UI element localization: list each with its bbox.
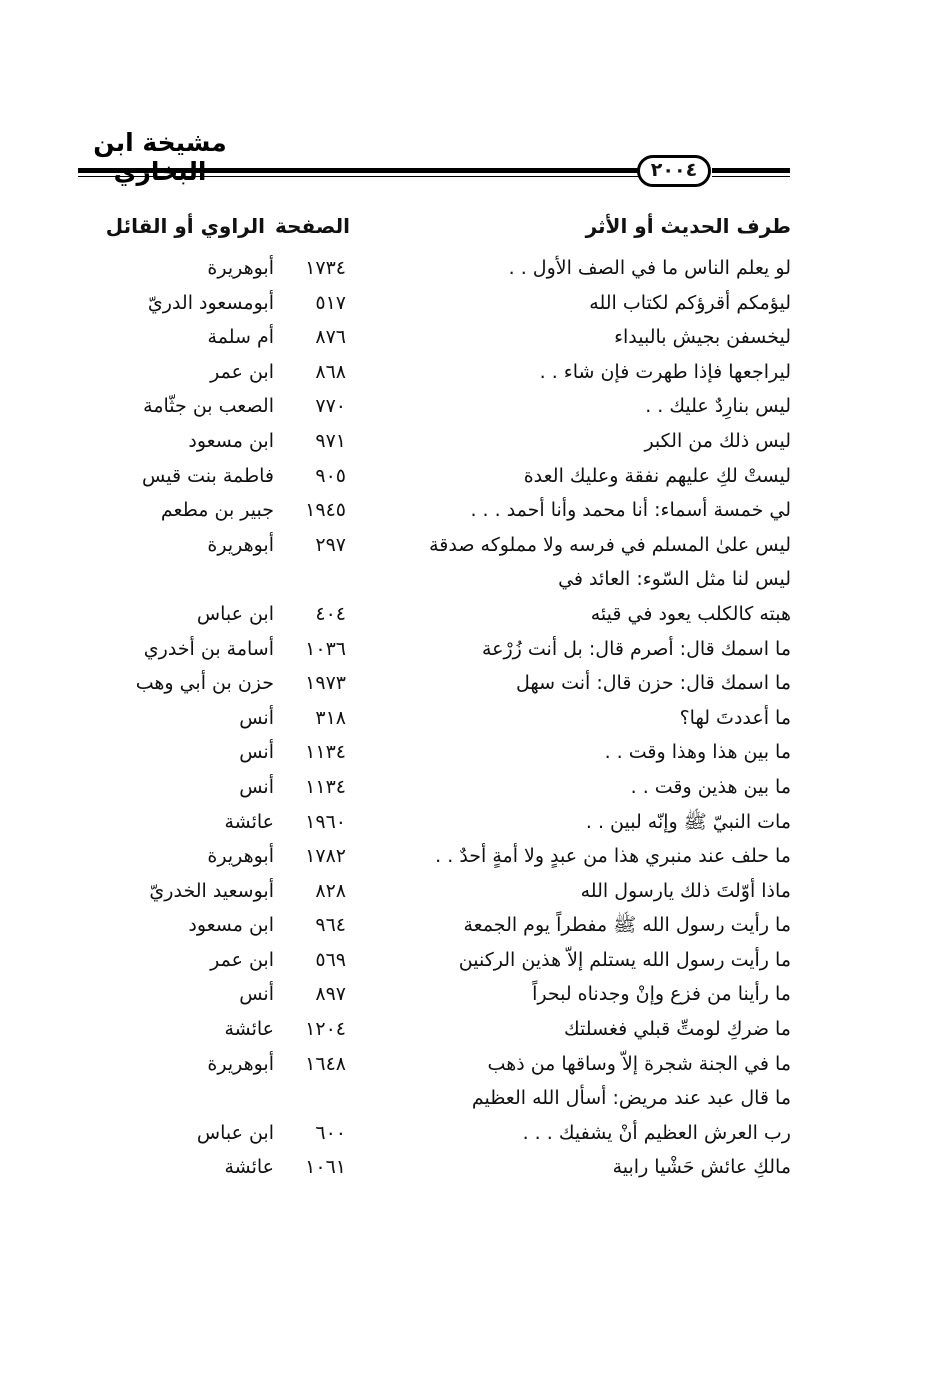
book-title: مشيخة ابن bbox=[93, 128, 227, 157]
page-ref: ١٠٦١ bbox=[305, 1156, 346, 1179]
table-row bbox=[0, 875, 949, 910]
narrator-name: جبير بن مطعم bbox=[160, 499, 274, 522]
header-rule-right-thin bbox=[712, 176, 790, 177]
hadith-text: ما رأيت رسول الله ﷺ مفطراً يوم الجمعة bbox=[463, 914, 791, 937]
page-ref: ١٦٤٨ bbox=[305, 1052, 346, 1075]
narrator-name: عائشة bbox=[224, 1018, 274, 1041]
narrator-name: أبوهريرة bbox=[207, 533, 274, 556]
page-number-badge: ٢٠٠٤ bbox=[637, 155, 711, 187]
narrator-name: ابن عمر bbox=[210, 360, 274, 383]
header-rule-thin bbox=[78, 176, 638, 177]
narrator-name: عائشة bbox=[224, 1156, 274, 1179]
page-ref: ١٩٦٠ bbox=[305, 810, 346, 833]
narrator-name: ابن عمر bbox=[210, 948, 274, 971]
page-ref: ١٩٧٣ bbox=[305, 672, 346, 695]
column-header-narrator: الراوي أو القائل bbox=[105, 214, 265, 238]
hadith-text: ما أعددتَ لها؟ bbox=[679, 706, 791, 729]
table-row bbox=[0, 529, 949, 564]
hadith-text: ليس لنا مثل السّوء: العائد في bbox=[558, 568, 791, 591]
hadith-text: ليؤمكم أقرؤكم لكتاب الله bbox=[589, 291, 791, 314]
table-row bbox=[0, 909, 949, 944]
page-ref: ٥١٧ bbox=[315, 291, 346, 314]
hadith-text: ما حلف عند منبري هذا من عبدٍ ولا أمةٍ أحدٌ . . bbox=[435, 845, 791, 868]
narrator-name: أبومسعود الدريّ bbox=[147, 291, 274, 314]
narrator-name: الصعب بن جثّامة bbox=[143, 395, 274, 418]
hadith-text: هبته كالكلب يعود في قيئه bbox=[590, 602, 791, 625]
table-row bbox=[0, 1013, 949, 1048]
table-row bbox=[0, 667, 949, 702]
page-ref: ٩٧١ bbox=[315, 429, 346, 452]
page-ref: ٨٢٨ bbox=[315, 879, 346, 902]
hadith-text: ماذا أوّلتَ ذلك يارسول الله bbox=[580, 879, 791, 902]
column-header-page: الصفحة bbox=[274, 214, 350, 238]
narrator-name: أسامة بن أخدري bbox=[143, 637, 274, 660]
page-ref: ٨٦٨ bbox=[315, 360, 346, 383]
table-row bbox=[0, 321, 949, 356]
table-row bbox=[0, 840, 949, 875]
hadith-text: ما اسمك قال: أصرم قال: بل أنت زُرْعة bbox=[481, 637, 791, 660]
table-row bbox=[0, 771, 949, 806]
table-row bbox=[0, 736, 949, 771]
hadith-text: ما قال عبد عند مريض: أسأل الله العظيم bbox=[471, 1087, 791, 1110]
narrator-name: أنس bbox=[239, 706, 274, 729]
page-ref: ٩٦٤ bbox=[315, 914, 346, 937]
table-row bbox=[0, 1082, 949, 1117]
page-ref: ١١٣٤ bbox=[305, 775, 346, 798]
page-ref: ١٩٤٥ bbox=[305, 499, 346, 522]
narrator-name: ابن مسعود bbox=[188, 914, 274, 937]
hadith-text: ليس ذلك من الكبر bbox=[644, 429, 791, 452]
header-rule bbox=[78, 168, 638, 173]
table-row bbox=[0, 563, 949, 598]
index-table bbox=[0, 252, 949, 1186]
hadith-text: ما ضركِ لومتِّ قبلي فغسلتك bbox=[563, 1018, 791, 1041]
narrator-name: ابن عباس bbox=[196, 602, 274, 625]
narrator-name: أنس bbox=[239, 741, 274, 764]
table-row bbox=[0, 252, 949, 287]
table-row bbox=[0, 978, 949, 1013]
narrator-name: ابن مسعود bbox=[188, 429, 274, 452]
table-row bbox=[0, 1151, 949, 1186]
column-header-hadith: طرف الحديث أو الأثر bbox=[585, 214, 791, 238]
narrator-name: أبوهريرة bbox=[207, 257, 274, 279]
header-rule-right bbox=[712, 168, 790, 173]
page-ref: ١٢٠٤ bbox=[305, 1018, 346, 1041]
table-row bbox=[0, 633, 949, 668]
hadith-text: ليس بنارِدٌ عليك . . bbox=[645, 395, 791, 418]
hadith-text: ما بين هذا وهذا وقت . . bbox=[604, 741, 791, 764]
table-row bbox=[0, 390, 949, 425]
table-row bbox=[0, 460, 949, 495]
narrator-name: حزن بن أبي وهب bbox=[135, 672, 274, 695]
page-ref: ١٠٣٦ bbox=[305, 637, 346, 660]
page-ref: ٨٩٧ bbox=[315, 983, 346, 1006]
hadith-text: ما بين هذين وقت . . bbox=[630, 775, 791, 798]
hadith-text: رب العرش العظيم أنْ يشفيك . . . bbox=[522, 1121, 791, 1144]
hadith-text: ليس علىٰ المسلم في فرسه ولا مملوكه صدقة bbox=[429, 533, 791, 556]
table-row bbox=[0, 494, 949, 529]
page-ref: ٦٠٠ bbox=[315, 1121, 346, 1144]
page-ref: ٣١٨ bbox=[315, 706, 346, 729]
hadith-text: مالكِ عائش حَشْيا رابية bbox=[612, 1156, 791, 1179]
table-row bbox=[0, 356, 949, 391]
hadith-text: مات النبيّ ﷺ وإنّه لبين . . bbox=[585, 810, 791, 833]
hadith-text: ليستْ لكِ عليهم نفقة وعليك العدة bbox=[523, 464, 791, 487]
narrator-name: عائشة bbox=[224, 810, 274, 833]
narrator-name: أم سلمة bbox=[207, 326, 274, 349]
hadith-text: ما اسمك قال: حزن قال: أنت سهل bbox=[515, 672, 791, 695]
page-ref: ٤٠٤ bbox=[315, 602, 346, 625]
table-row bbox=[0, 1117, 949, 1152]
table-row bbox=[0, 425, 949, 460]
narrator-name: أبوهريرة bbox=[207, 845, 274, 868]
table-row bbox=[0, 1048, 949, 1083]
narrator-name: أبوهريرة bbox=[207, 1052, 274, 1075]
hadith-text: لو يعلم الناس ما في الصف الأول . . bbox=[508, 257, 791, 279]
page-ref: ١١٣٤ bbox=[305, 741, 346, 764]
hadith-text: لي خمسة أسماء: أنا محمد وأنا أحمد . . . bbox=[470, 499, 791, 522]
hadith-text: ما رأيت رسول الله يستلم إلاّ هذين الركنين bbox=[458, 948, 791, 971]
page-ref: ٢٩٧ bbox=[315, 533, 346, 556]
page-ref: ٩٠٥ bbox=[315, 464, 346, 487]
narrator-name: أنس bbox=[239, 775, 274, 798]
hadith-text: ليراجعها فإذا طهرت فإن شاء . . bbox=[539, 360, 791, 383]
table-row bbox=[0, 806, 949, 841]
table-row bbox=[0, 944, 949, 979]
page-ref: ١٧٨٢ bbox=[305, 845, 346, 868]
page-ref: ٨٧٦ bbox=[315, 326, 346, 349]
table-row bbox=[0, 702, 949, 737]
hadith-text: ما رأينا من فزع وإنْ وجدناه لبحراً bbox=[532, 983, 791, 1006]
page-ref: ٥٦٩ bbox=[315, 948, 346, 971]
narrator-name: فاطمة بنت قيس bbox=[142, 464, 274, 487]
table-row bbox=[0, 598, 949, 633]
narrator-name: ابن عباس bbox=[196, 1121, 274, 1144]
page-ref: ١٧٣٤ bbox=[305, 257, 346, 279]
narrator-name: أبوسعيد الخدريّ bbox=[149, 879, 274, 902]
hadith-text: ما في الجنة شجرة إلاّ وساقها من ذهب bbox=[487, 1052, 791, 1075]
hadith-text: ليخسفن بجيش بالبيداء bbox=[614, 326, 791, 349]
narrator-name: أنس bbox=[239, 983, 274, 1006]
page-ref: ٧٧٠ bbox=[315, 395, 346, 418]
table-row bbox=[0, 287, 949, 322]
